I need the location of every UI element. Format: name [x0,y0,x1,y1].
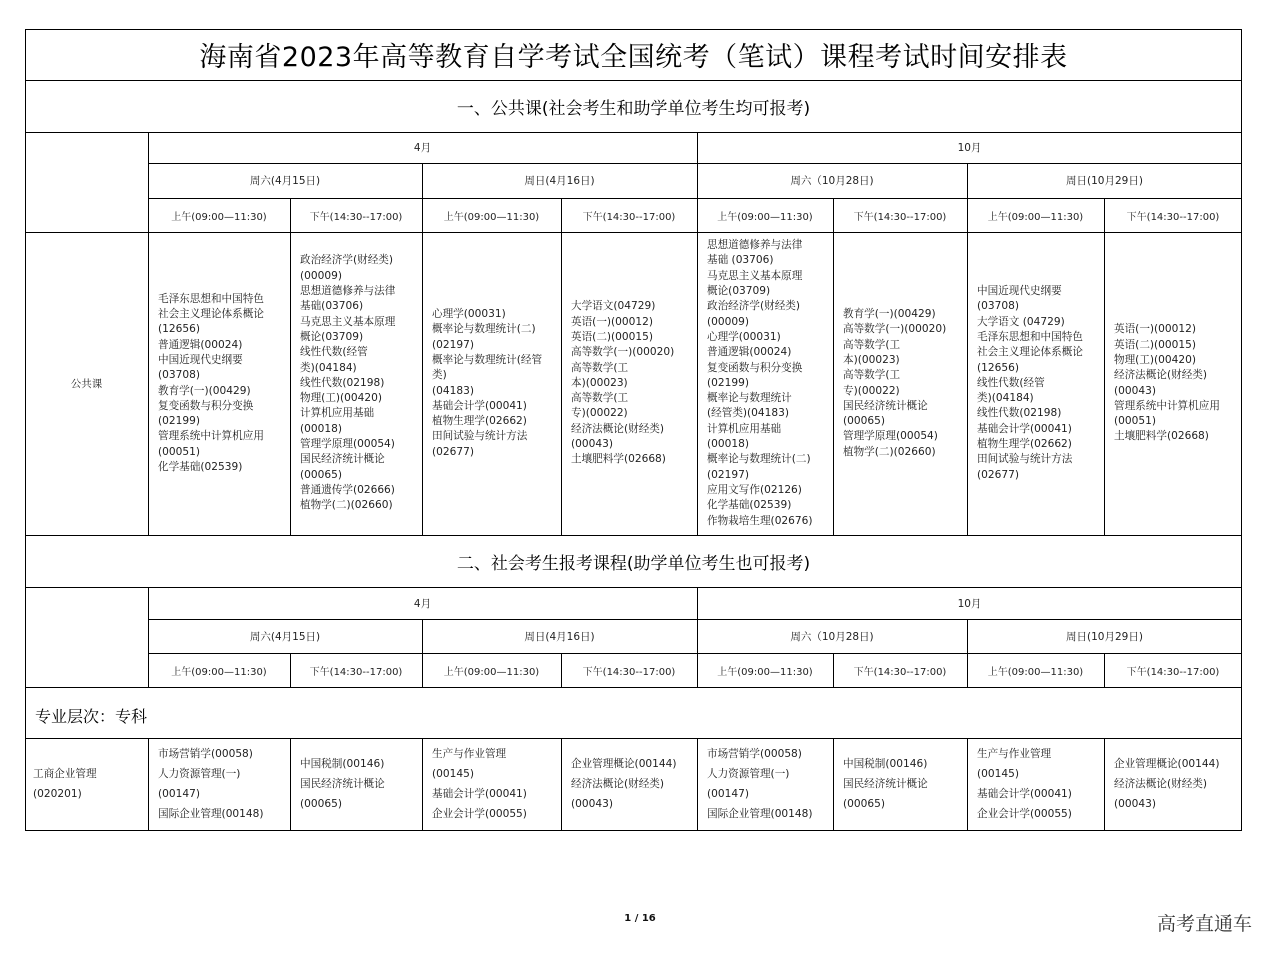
public-cell-apr16-am: 心理学(00031) 概率论与数理统计(二) (02197) 概率论与数理统计(经管 类) (04183) 基础会计学(00041) 植物生理学(02662) 田间试验与统计方法 (02677) [432,308,543,458]
public-cell-oct29-pm: 英语(一)(00012) 英语(二)(00015) 物理(工)(00420) 经济法概论(财经类) (00043) 管理系统中计算机应用 (00051) 土壤肥料学(02668) [1114,323,1220,443]
slot-pm: 下午(14:30--17:00) [309,666,403,678]
public-cell-oct29-am: 中国近现代史纲要 (03708) 大学语文 (04729) 毛泽东思想和中国特色 社会主义理论体系概论 (12656) 线性代数(经管 类)(04184) 线性代数(02198) 基础会计学(00041) 植物生理学(02662) 田间试验与统计方法 (02677) [977,285,1083,481]
month-april: 4月 [413,597,432,610]
day-oct-28: 周六（10月28日) [790,175,874,187]
day-apr-15: 周六(4月15日) [249,175,321,187]
month-october: 10月 [957,597,982,610]
day-oct-29: 周日(10月29日) [1066,175,1143,187]
slot-pm: 下午(14:30--17:00) [853,666,947,678]
major-cell-oct29-am: 生产与作业管理 (00145) 基础会计学(00041) 企业会计学(00055) [977,747,1072,821]
slot-am: 上午(09:00—11:30) [443,666,540,678]
slot-am: 上午(09:00—11:30) [171,211,267,223]
major-cell-apr15-pm: 中国税制(00146) 国民经济统计概论 (00065) [300,757,385,811]
day-oct-28: 周六（10月28日) [790,630,874,643]
public-cell-apr15-am: 毛泽东思想和中国特色 社会主义理论体系概论 (12656) 普通逻辑(00024) 中国近现代史纲要 (03708) 教育学(一)(00429) 复变函数与积分变换 (02199) 管理系统中计算机应用 (00051) 化学基础(02539) [158,292,264,473]
major-code: (020201) [33,788,82,800]
slot-pm: 下午(14:30--17:00) [1126,211,1220,223]
slot-pm: 下午(14:30--17:00) [1126,666,1220,678]
slot-pm: 下午(14:30--17:00) [309,211,403,223]
slot-am: 上午(09:00—11:30) [443,211,540,223]
level-label: 专业层次：专科 [35,707,148,726]
row-label-public: 公共课 [70,378,103,390]
slot-pm: 下午(14:30--17:00) [853,211,947,223]
public-cell-apr15-pm: 政治经济学(财经类) (00009) 思想道德修养与法律 基础(03706) 马克思主义基本原理 概论(03709) 线性代数(经管 类)(04184) 线性代数(02198) 物理(工)(00420) 计算机应用基础 (00018) 管理学原理(00054) 国民经济统计概论 (00065) 普通遗传学(02666) 植物学(二)(02660) [300,254,396,512]
major-cell-oct29-pm: 企业管理概论(00144) 经济法概论(财经类) (00043) [1114,757,1220,811]
section-public-heading: 一、公共课(社会考生和助学单位考生均可报考) [456,98,811,119]
day-apr-16: 周日(4月16日) [524,175,595,187]
public-cell-oct28-pm: 教育学(一)(00429) 高等数学(一)(00020) 高等数学(工 本)(00023) 高等数学(工 专)(00022) 国民经济统计概论 (00065) 管理学原理(00054) 植物学(二)(02660) [843,308,947,458]
slot-pm: 下午(14:30--17:00) [582,211,676,223]
day-apr-15: 周六(4月15日) [249,630,321,643]
major-cell-apr16-am: 生产与作业管理 (00145) 基础会计学(00041) 企业会计学(00055) [432,747,527,821]
page-number: 1 / 16 [624,913,656,924]
slot-am: 上午(09:00—11:30) [987,666,1084,678]
month-april: 4月 [413,142,432,154]
day-oct-29: 周日(10月29日) [1066,630,1143,643]
day-apr-16: 周日(4月16日) [524,630,595,643]
slot-am: 上午(09:00—11:30) [717,666,813,678]
major-name: 工商企业管理 [33,767,97,780]
slot-am: 上午(09:00—11:30) [717,211,813,223]
major-cell-oct28-pm: 中国税制(00146) 国民经济统计概论 (00065) [843,757,928,811]
document-title: 海南省2023年高等教育自学考试全国统考（笔试）课程考试时间安排表 [199,42,1068,73]
month-october: 10月 [957,142,982,154]
slot-am: 上午(09:00—11:30) [987,211,1084,223]
major-cell-oct28-am: 市场营销学(00058) 人力资源管理(一) (00147) 国际企业管理(00148) [707,747,813,821]
major-cell-apr15-am: 市场营销学(00058) 人力资源管理(一) (00147) 国际企业管理(00148) [158,747,264,821]
watermark-text: 高考直通车 [1156,913,1252,935]
major-name-cell [25,738,148,830]
major-cell-apr16-pm: 企业管理概论(00144) 经济法概论(财经类) (00043) [571,757,677,811]
public-cell-oct28-am: 思想道德修养与法律 基础 (03706) 马克思主义基本原理 概论(03709) 政治经济学(财经类) (00009) 心理学(00031) 普通逻辑(00024) 复变函数与积分变换 (02199) 概率论与数理统计 (经管类)(04183) 计算机应用基础 (00018) 概率论与数理统计(二) (02197) 应用文写作(02126) 化学基础(02539) 作物栽培生理(02676) [707,239,813,527]
schedule-table [25,29,1242,831]
public-cell-apr16-pm: 大学语文(04729) 英语(一)(00012) 英语(二)(00015) 高等数学(一)(00020) 高等数学(工 本)(00023) 高等数学(工 专)(00022) 经济法概论(财经类) (00043) 土壤肥料学(02668) [571,300,675,466]
slot-pm: 下午(14:30--17:00) [582,666,676,678]
slot-am: 上午(09:00—11:30) [171,666,267,678]
section-social-heading: 二、社会考生报考课程(助学单位考生也可报考) [456,553,811,574]
